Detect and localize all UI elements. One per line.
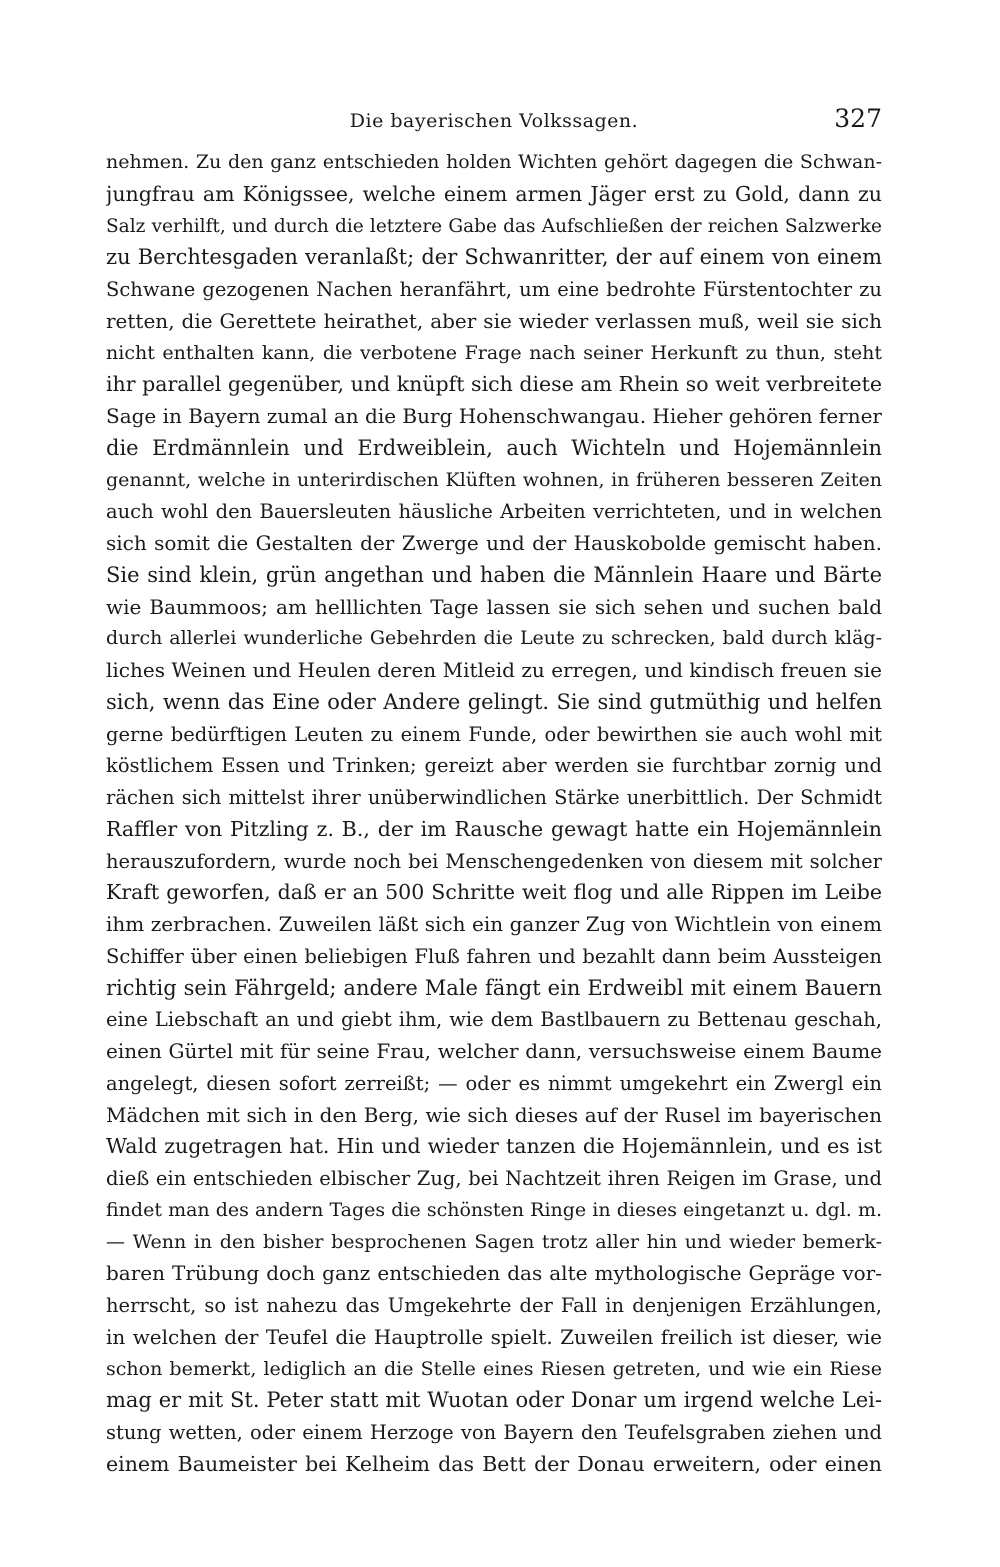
text-line: nehmen. Zu den ganz entschieden holden Wichten gehört dagegen die Schwan- <box>106 151 882 173</box>
body-text <box>106 147 882 1481</box>
text-line: Salz verhilft, und durch die letztere Gabe das Aufschließen der reichen Salzwerke <box>106 215 882 237</box>
text-line: in welchen der Teufel die Hauptrolle spielt. Zuweilen freilich ist dieser, wie <box>106 1324 882 1349</box>
text-line: zu Berchtesgaden veranlaßt; der Schwanritter, der auf einem von einem <box>106 245 882 270</box>
text-line: sich somit die Gestalten der Zwerge und der Hauskobolde gemischt haben. <box>106 531 882 555</box>
text-line: Sage in Bayern zumal an die Burg Hohenschwangau. Hieher gehören ferner <box>106 404 882 428</box>
page-number: 327 <box>834 104 882 133</box>
text-line: Mädchen mit sich in den Berg, wie sich dieses auf der Rusel im bayerischen <box>106 1102 882 1127</box>
text-line: Schwane gezogenen Nachen heranfährt, um eine bedrohte Fürstentochter zu <box>106 278 882 301</box>
text-line: ihr parallel gegenüber, und knüpft sich diese am Rhein so weit verbreitete <box>106 372 882 397</box>
text-line: eine Liebschaft an und giebt ihm, wie dem Bastlbauern zu Bettenau geschah, <box>106 1008 882 1032</box>
text-line: gerne bedürftigen Leuten zu einem Funde, oder bewirthen sie auch wohl mit <box>106 722 882 746</box>
text-line: retten, die Gerettete heirathet, aber sie wieder verlassen muß, weil sie sich <box>106 308 882 333</box>
text-line: auch wohl den Bauersleuten häusliche Arbeiten verrichteten, und in welchen <box>106 500 882 524</box>
text-line: wie Baummoos; am helllichten Tage lassen sie sich sehen und suchen bald <box>106 594 882 619</box>
text-line: angelegt, diesen sofort zerreißt; — oder es nimmt umgekehrt ein Zwergl ein <box>106 1071 882 1095</box>
text-line: stung wetten, oder einem Herzoge von Bayern den Teufelsgraben ziehen und <box>106 1421 882 1444</box>
text-line: genannt, welche in unterirdischen Klüften wohnen, in früheren besseren Zeiten <box>106 468 882 491</box>
text-line: sich, wenn das Eine oder Andere gelingt. Sie sind gutmüthig und helfen <box>106 689 882 714</box>
text-line: einen Gürtel mit für seine Frau, welcher dann, versuchsweise einem Baume <box>106 1039 882 1063</box>
running-title: Die bayerischen Volkssagen. <box>349 110 639 132</box>
text-line: jungfrau am Königssee, welche einem armen Jäger erst zu Gold, dann zu <box>106 181 882 206</box>
text-line: baren Trübung doch ganz entschieden das alte mythologische Gepräge vor- <box>106 1261 882 1286</box>
text-line: herauszufordern, wurde noch bei Menschengedenken von diesem mit solcher <box>106 849 882 873</box>
text-line: Wald zugetragen hat. Hin und wieder tanzen die Hojemännlein, und es ist <box>106 1134 882 1159</box>
text-line: Kraft geworfen, daß er an 500 Schritte weit flog und alle Rippen im Leibe <box>106 880 882 905</box>
text-line: mag er mit St. Peter statt mit Wuotan oder Donar um irgend welche Lei- <box>106 1388 882 1413</box>
text-line: Raffler von Pitzling z. B., der im Rausche gewagt hatte ein Hojemännlein <box>106 816 882 841</box>
text-line: liches Weinen und Heulen deren Mitleid zu erregen, und kindisch freuen sie <box>106 658 882 682</box>
text-line: richtig sein Fährgeld; andere Male fängt ein Erdweibl mit einem Bauern <box>106 975 882 1000</box>
text-line: Schiffer über einen beliebigen Fluß fahren und bezahlt dann beim Aussteigen <box>106 944 882 968</box>
text-line: einem Baumeister bei Kelheim das Bett der Donau erweitern, oder einen <box>106 1451 882 1476</box>
text-line: rächen sich mittelst ihrer unüberwindlichen Stärke unerbittlich. Der Schmidt <box>106 786 882 809</box>
text-line: köstlichem Essen und Trinken; gereizt aber werden sie furchtbar zornig und <box>106 754 882 778</box>
text-line: ihm zerbrachen. Zuweilen läßt sich ein ganzer Zug von Wichtlein von einem <box>106 912 882 936</box>
text-line: findet man des andern Tages die schönsten Ringe in dieses eingetanzt u. dgl. m. <box>106 1198 882 1221</box>
text-line: schon bemerkt, lediglich an die Stelle eines Riesen getreten, und wie ein Riese <box>106 1357 882 1380</box>
text-line: Sie sind klein, grün angethan und haben die Männlein Haare und Bärte <box>106 562 882 587</box>
text-line: dieß ein entschieden elbischer Zug, bei Nachtzeit ihren Reigen im Grase, und <box>106 1167 882 1190</box>
text-line: nicht enthalten kann, die verbotene Frage nach seiner Herkunft zu thun, steht <box>106 341 882 364</box>
text-line: durch allerlei wunderliche Gebehrden die Leute zu schrecken, bald durch kläg- <box>106 627 882 650</box>
running-head <box>106 104 882 144</box>
text-line: herrscht, so ist nahezu das Umgekehrte der Fall in denjenigen Erzählungen, <box>106 1294 882 1317</box>
text-line: — Wenn in den bisher besprochenen Sagen trotz aller hin und wieder bemerk- <box>106 1230 882 1253</box>
text-line: die Erdmännlein und Erdweiblein, auch Wichteln und Hojemännlein <box>106 435 882 460</box>
